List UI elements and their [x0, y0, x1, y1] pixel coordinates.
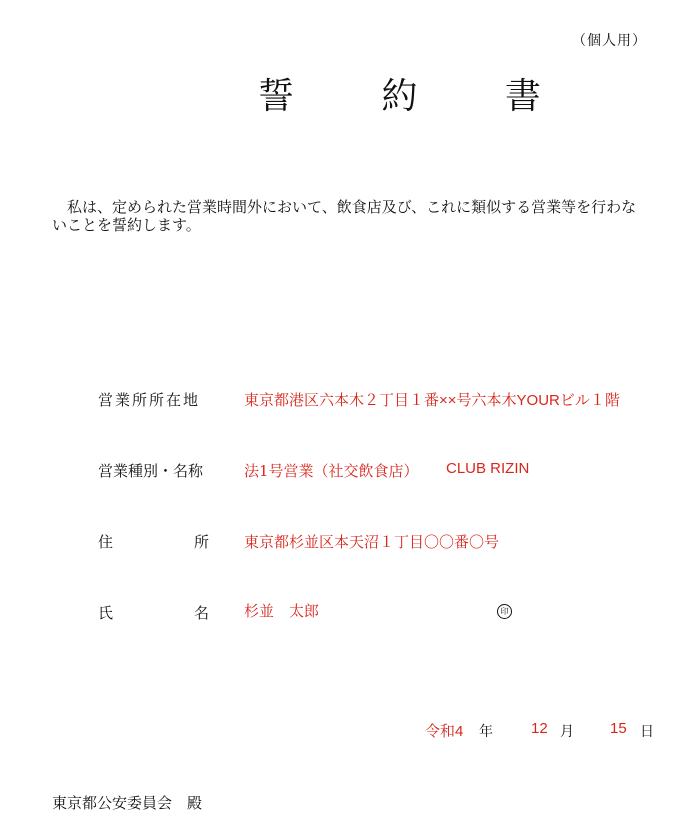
- business-type-value: 法1号営業（社交飲食店）: [244, 462, 419, 480]
- address-label-right: 所: [194, 533, 210, 551]
- document-title: 誓 約 書: [258, 76, 579, 117]
- date-day-label: 日: [640, 724, 654, 740]
- date-month-label: 月: [560, 724, 574, 740]
- usage-note: （個人用）: [572, 33, 647, 49]
- location-label: 営業所所在地: [98, 391, 201, 409]
- name-label-left: 氏: [98, 604, 114, 622]
- business-label: 営業種別・名称: [98, 462, 204, 480]
- address-value: 東京都杉並区本天沼１丁目〇〇番〇号: [244, 533, 500, 551]
- name-label-right: 名: [194, 604, 210, 622]
- date-year-label: 年: [479, 724, 493, 740]
- seal-icon: 印: [497, 604, 512, 619]
- pledge-body-text: 私は、定められた営業時間外において、飲食店及び、これに類似する営業等を行わないことを誓約します。: [52, 198, 637, 234]
- addressee: 東京都公安委員会 殿: [52, 794, 203, 812]
- name-value: 杉並 太郎: [244, 602, 320, 620]
- address-label-left: 住: [98, 533, 114, 551]
- date-month: 12: [531, 720, 548, 737]
- location-value: 東京都港区六本木２丁目１番××号六本木YOURビル１階: [244, 392, 620, 409]
- business-name-value: CLUB RIZIN: [446, 460, 530, 477]
- date-era-year: 令和4: [425, 723, 464, 740]
- date-day: 15: [610, 720, 627, 737]
